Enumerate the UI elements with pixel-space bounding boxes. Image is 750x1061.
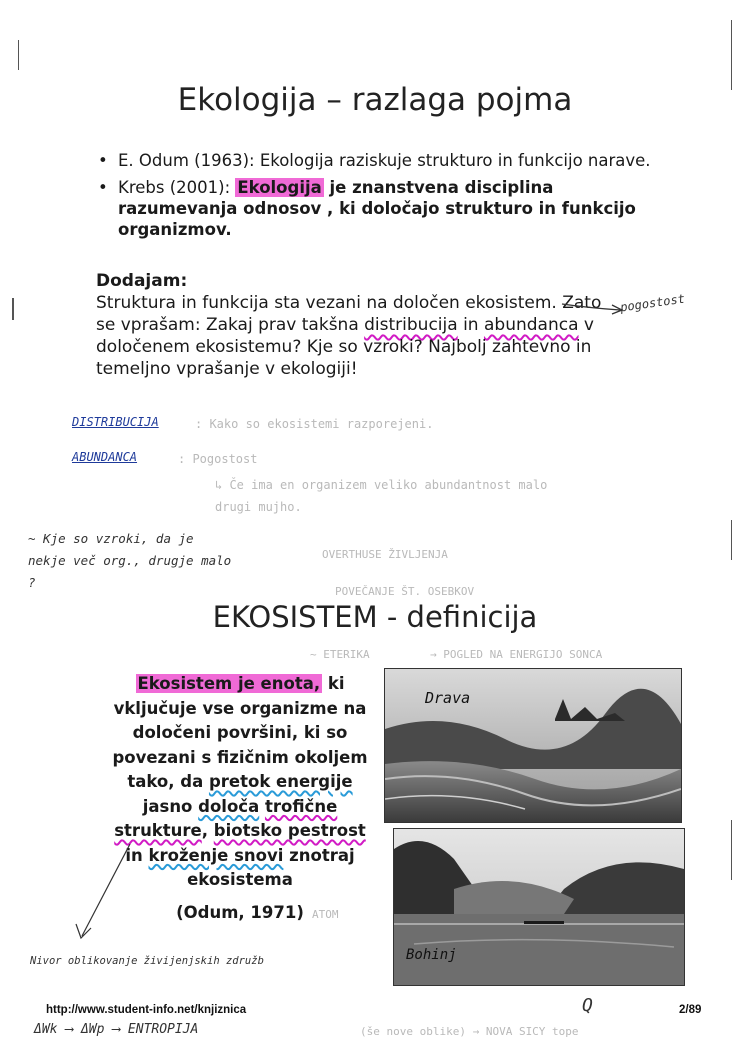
note-nivor: Nivor oblikovanje živijenjskih združb	[30, 955, 264, 967]
ekosistem-definition	[105, 672, 375, 925]
term-biotsko-pestrost: biotsko pestrost	[213, 821, 366, 840]
term-distribucija: distribucija	[364, 315, 458, 335]
dodajam-text-2: in	[457, 315, 484, 335]
dodajam-heading: Dodajam:	[96, 271, 188, 291]
highlight-ekologija: Ekologija	[237, 178, 322, 197]
highlight-ekosistem: Ekosistem je enota,	[137, 674, 321, 693]
citation-odum: (Odum, 1971)	[176, 902, 304, 922]
dodajam-text-1: Struktura in funkcija sta vezani na določen ekosistem. Zato se vprašam: Zakaj prav takšna	[96, 293, 602, 335]
scan-edge-mark	[731, 520, 732, 560]
page-title: Ekologija – razlaga pojma	[177, 82, 573, 118]
list-item	[96, 150, 656, 171]
faint-note-4: → POGLED NA ENERGIJO SONCA	[430, 648, 603, 661]
faint-note-atom: ATOM	[312, 908, 339, 921]
faint-note-3: ~ ETERIKA	[310, 648, 370, 661]
note-distribucija-text: : Kako so ekosistemi razporejeni.	[195, 417, 434, 431]
photo-label-drava: Drava	[425, 689, 471, 707]
dodajam-text-3: v določenem ekosistemu? Kje so vzroki? Najbolj zahtevno in temeljno vprašanje v ekologiji!	[96, 315, 594, 379]
note-abundanca-detail: ↳ Če ima en organizem veliko abundantnost malo drugi mujho.	[215, 478, 548, 514]
term-pretok-energije: pretok energije	[208, 772, 353, 791]
section-title-ekosistem: EKOSISTEM - definicija	[212, 600, 538, 634]
scan-edge-mark	[731, 820, 732, 880]
definition-text-5: in	[125, 845, 149, 865]
term-troficne-strukture: trofične strukture	[114, 796, 338, 840]
term-doloca: določa	[198, 796, 260, 816]
pen-arrow-icon	[60, 840, 140, 950]
bullet-krebs-text: je znanstvena disciplina razumevanja odnosov , ki določajo strukturo in funkcijo organizmov.	[118, 178, 636, 239]
dodajam-paragraph	[96, 292, 626, 380]
photo-label-bohinj: Bohinj	[406, 947, 457, 963]
faint-note-bottom: (še nove oblike) → NOVA SICY tope	[360, 1025, 579, 1038]
definition-text-2: jasno	[142, 796, 199, 816]
faint-note-1: OVERTHUSE ŽIVLJENJA	[322, 548, 448, 561]
note-entropija: ΔWk ⟶ ΔWp ⟶ ENTROPIJA	[34, 1022, 199, 1037]
dodajam-section	[96, 270, 626, 380]
bullet-odum: E. Odum (1963): Ekologija raziskuje strukturo in funkcijo narave.	[118, 151, 651, 170]
note-vzroki: ~ Kje so vzroki, da je nekje več org., drugje malo ?	[28, 531, 232, 590]
term-krozenje-snovi: kroženje snovi	[148, 845, 284, 865]
note-pogostost: pogostost	[619, 291, 686, 315]
definitions-list	[96, 150, 656, 246]
term-abundanca: abundanca	[483, 315, 579, 335]
list-item	[96, 177, 656, 240]
scan-edge-mark	[18, 40, 19, 70]
definition-text-1: ki vključuje vse organizme na določeni površini, ki so povezani s fizičnim okoljem tako, da	[112, 674, 368, 791]
scan-edge-mark	[12, 298, 14, 320]
scan-edge-mark	[731, 20, 732, 90]
bullet-krebs-prefix: Krebs (2001):	[118, 178, 236, 197]
photo-drava	[384, 668, 682, 823]
note-abundanca-label: ABUNDANCA	[72, 450, 138, 464]
faint-note-2: POVEČANJE ŠT. OSEBKOV	[335, 585, 475, 598]
note-distribucija-label: DISTRIBUCIJA	[72, 415, 159, 429]
note-q: Q	[582, 995, 593, 1016]
footer-url[interactable]: http://www.student-info.net/knjiznica	[46, 1004, 247, 1016]
definition-text-6: znotraj ekosistema	[187, 845, 355, 889]
note-abundanca-text: : Pogostost	[178, 452, 258, 466]
page-number: 2/89	[679, 1004, 702, 1016]
definition-text-4: ,	[201, 821, 214, 840]
photo-bohinj	[393, 828, 685, 986]
